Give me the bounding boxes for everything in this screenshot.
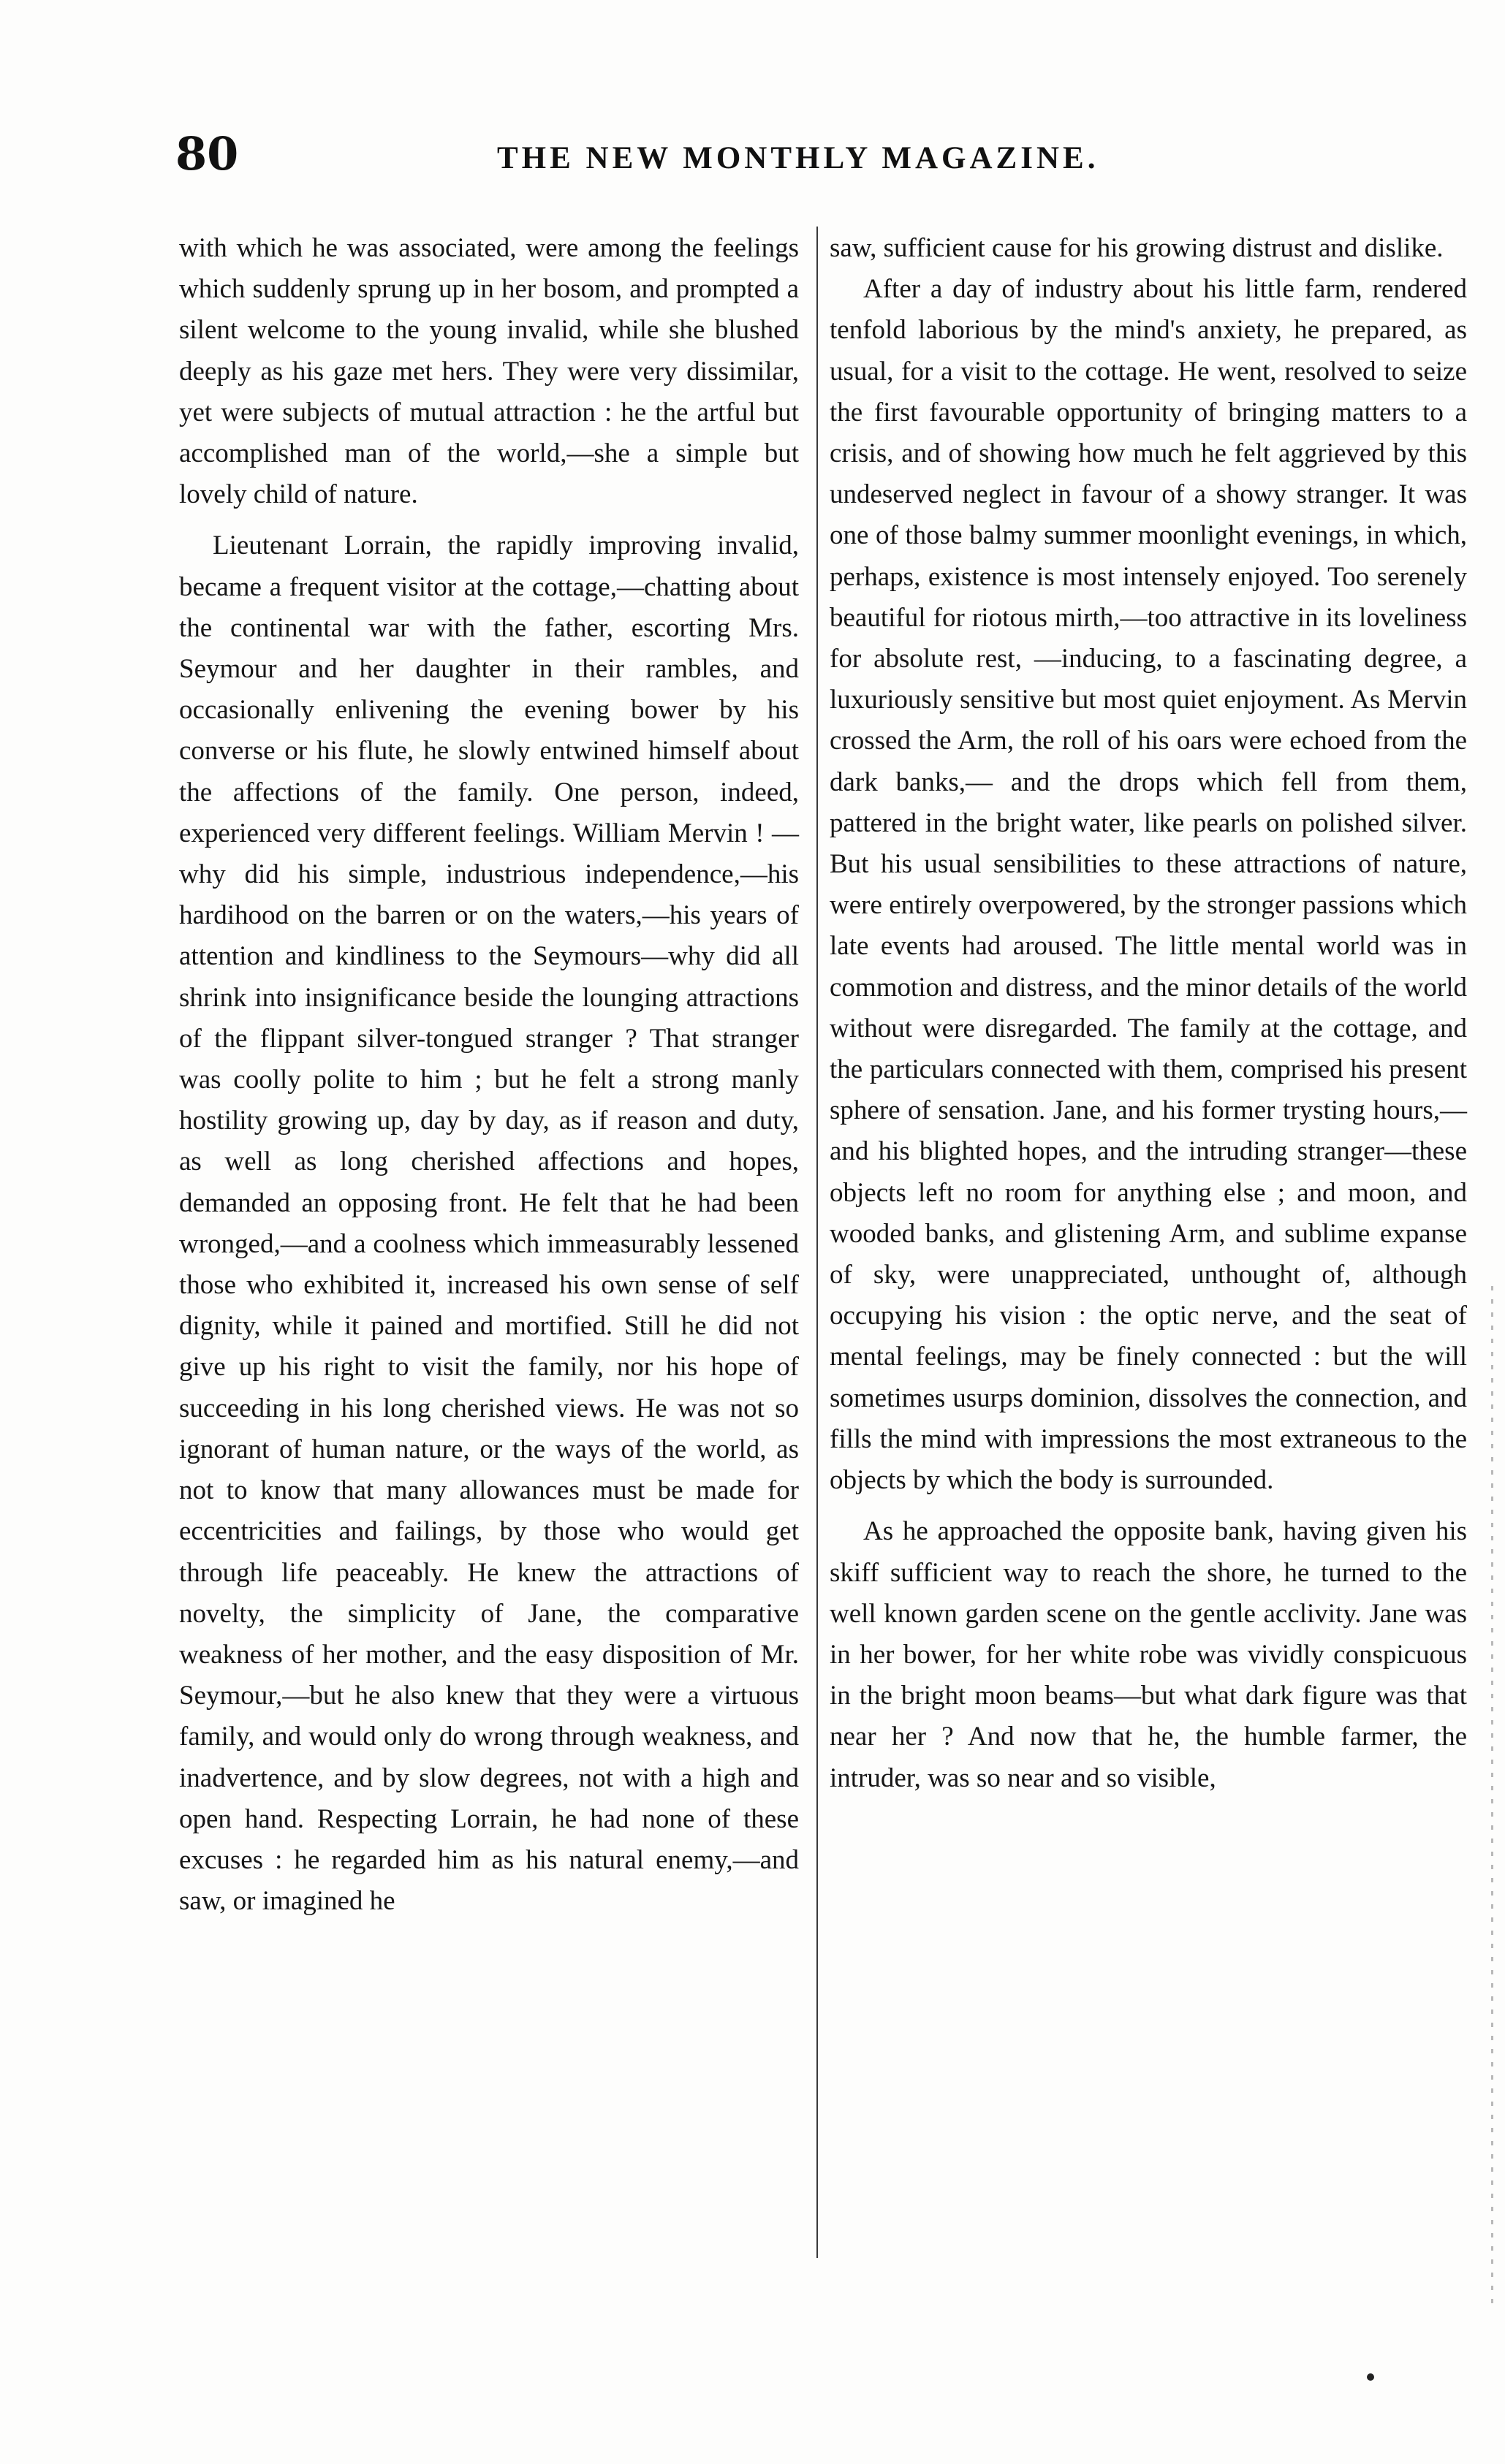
left-paragraph-1: with which he was associated, were among the feelings which suddenly sprung up in her bosom, and prompted a silent welcome to the young invalid, while she blushed deeply as his gaze met hers. They were very dissimilar, yet were subjects of mutual attraction : he the artful but accomplished man of the world,—she a simple but lovely child of nature. [179, 233, 799, 510]
right-paragraph-1: saw, sufficient cause for his growing distrust and dislike. [830, 233, 1444, 263]
page-header [175, 128, 1469, 194]
left-paragraph-2: Lieutenant Lorrain, the rapidly improving invalid, became a frequent visitor at the cottage,—chatting about the continental war with the father, escorting Mrs. Seymour and her daughter in their rambles, and occasionally enlivening the evening bower by his converse or his flute, he slowly entwined himself about the affections of the family. One person, indeed, experienced very different feelings. William Mervin ! —why did his simple, industrious independence,—his hardihood on the barren or on the waters,—his years of attention and kindliness to the Seymours—why did all shrink into insignificance beside the lounging attractions of the flippant silver-tongued stranger ? That stranger was coolly polite to him ; but he felt a strong manly hostility growing up, day by day, as if reason and duty, as well as long cherished affections and hopes, demanded an opposing front. He felt that he had been wronged,—and a coolness which immeasurably lessened those who exhibited it, increased his own sense of self dignity, while it pained and mortified. Still he did not give up his right to visit the family, nor his hope of succeeding in his long cherished views. He was not so ignorant of human nature, or the ways of the world, as not to know that many allowances must be made for eccentricities and failings, by those who would get through life peaceably. He knew the attractions of novelty, the simplicity of Jane, the comparative weakness of her mother, and the easy disposition of Mr. Seymour,—but he also knew that they were a virtuous family, and would only do wrong through weakness, and inadvertence, and by slow degrees, not with a high and open hand. Respecting Lorrain, he had none of these excuses : he regarded him as his natural enemy,—and saw, or imagined he [179, 531, 799, 1917]
column-divider [816, 227, 818, 2258]
right-column [830, 228, 1467, 2384]
running-head: THE NEW MONTHLY MAGAZINE. [497, 141, 1099, 175]
right-paragraph-3: As he approached the opposite bank, having given his skiff sufficient way to reach the shore, he turned to the well known garden scene on the gentle acclivity. Jane was in her bower, for her white robe was vividly conspicuous in the bright moon beams—but what dark figure was that near her ? And now that he, the humble farmer, the intruder, was so near and so visible, [830, 1516, 1467, 1793]
page-number: 80 [175, 127, 239, 180]
scan-edge-mark [1491, 1286, 1493, 2309]
left-column [179, 228, 799, 2384]
ink-speck [1367, 2373, 1374, 2381]
right-paragraph-2: After a day of industry about his little farm, rendered tenfold laborious by the mind's anxiety, he prepared, as usual, for a visit to the cottage. He went, resolved to seize the first favourable opportunity of bringing matters to a crisis, and of showing how much he felt aggrieved by this undeserved neglect in favour of a showy stranger. It was one of those balmy summer moonlight evenings, in which, perhaps, existence is most intensely enjoyed. Too serenely beautiful for riotous mirth,—too attractive in its loveliness for absolute rest, —inducing, to a fascinating degree, a luxuriously sensitive but most quiet enjoyment. As Mervin crossed the Arm, the roll of his oars were echoed from the dark banks,— and the drops which fell from them, pattered in the bright water, like pearls on polished silver. But his usual sensibilities to these attractions of nature, were entirely overpowered, by the stronger passions which late events had aroused. The little mental world was in commotion and distress, and the minor details of the world without were disregarded. The family at the cottage, and the particulars connected with them, comprised his present sphere of sensation. Jane, and his former trysting hours,—and his blighted hopes, and the intruding stranger—these objects left no room for anything else ; and moon, and wooded banks, and glistening Arm, and sublime expanse of sky, were unappreciated, unthought of, although occupying his vision : the optic nerve, and the seat of mental feelings, may be finely connected : but the will sometimes usurps dominion, dissolves the connection, and fills the mind with impressions the most extraneous to the objects by which the body is surrounded. [830, 274, 1467, 1496]
